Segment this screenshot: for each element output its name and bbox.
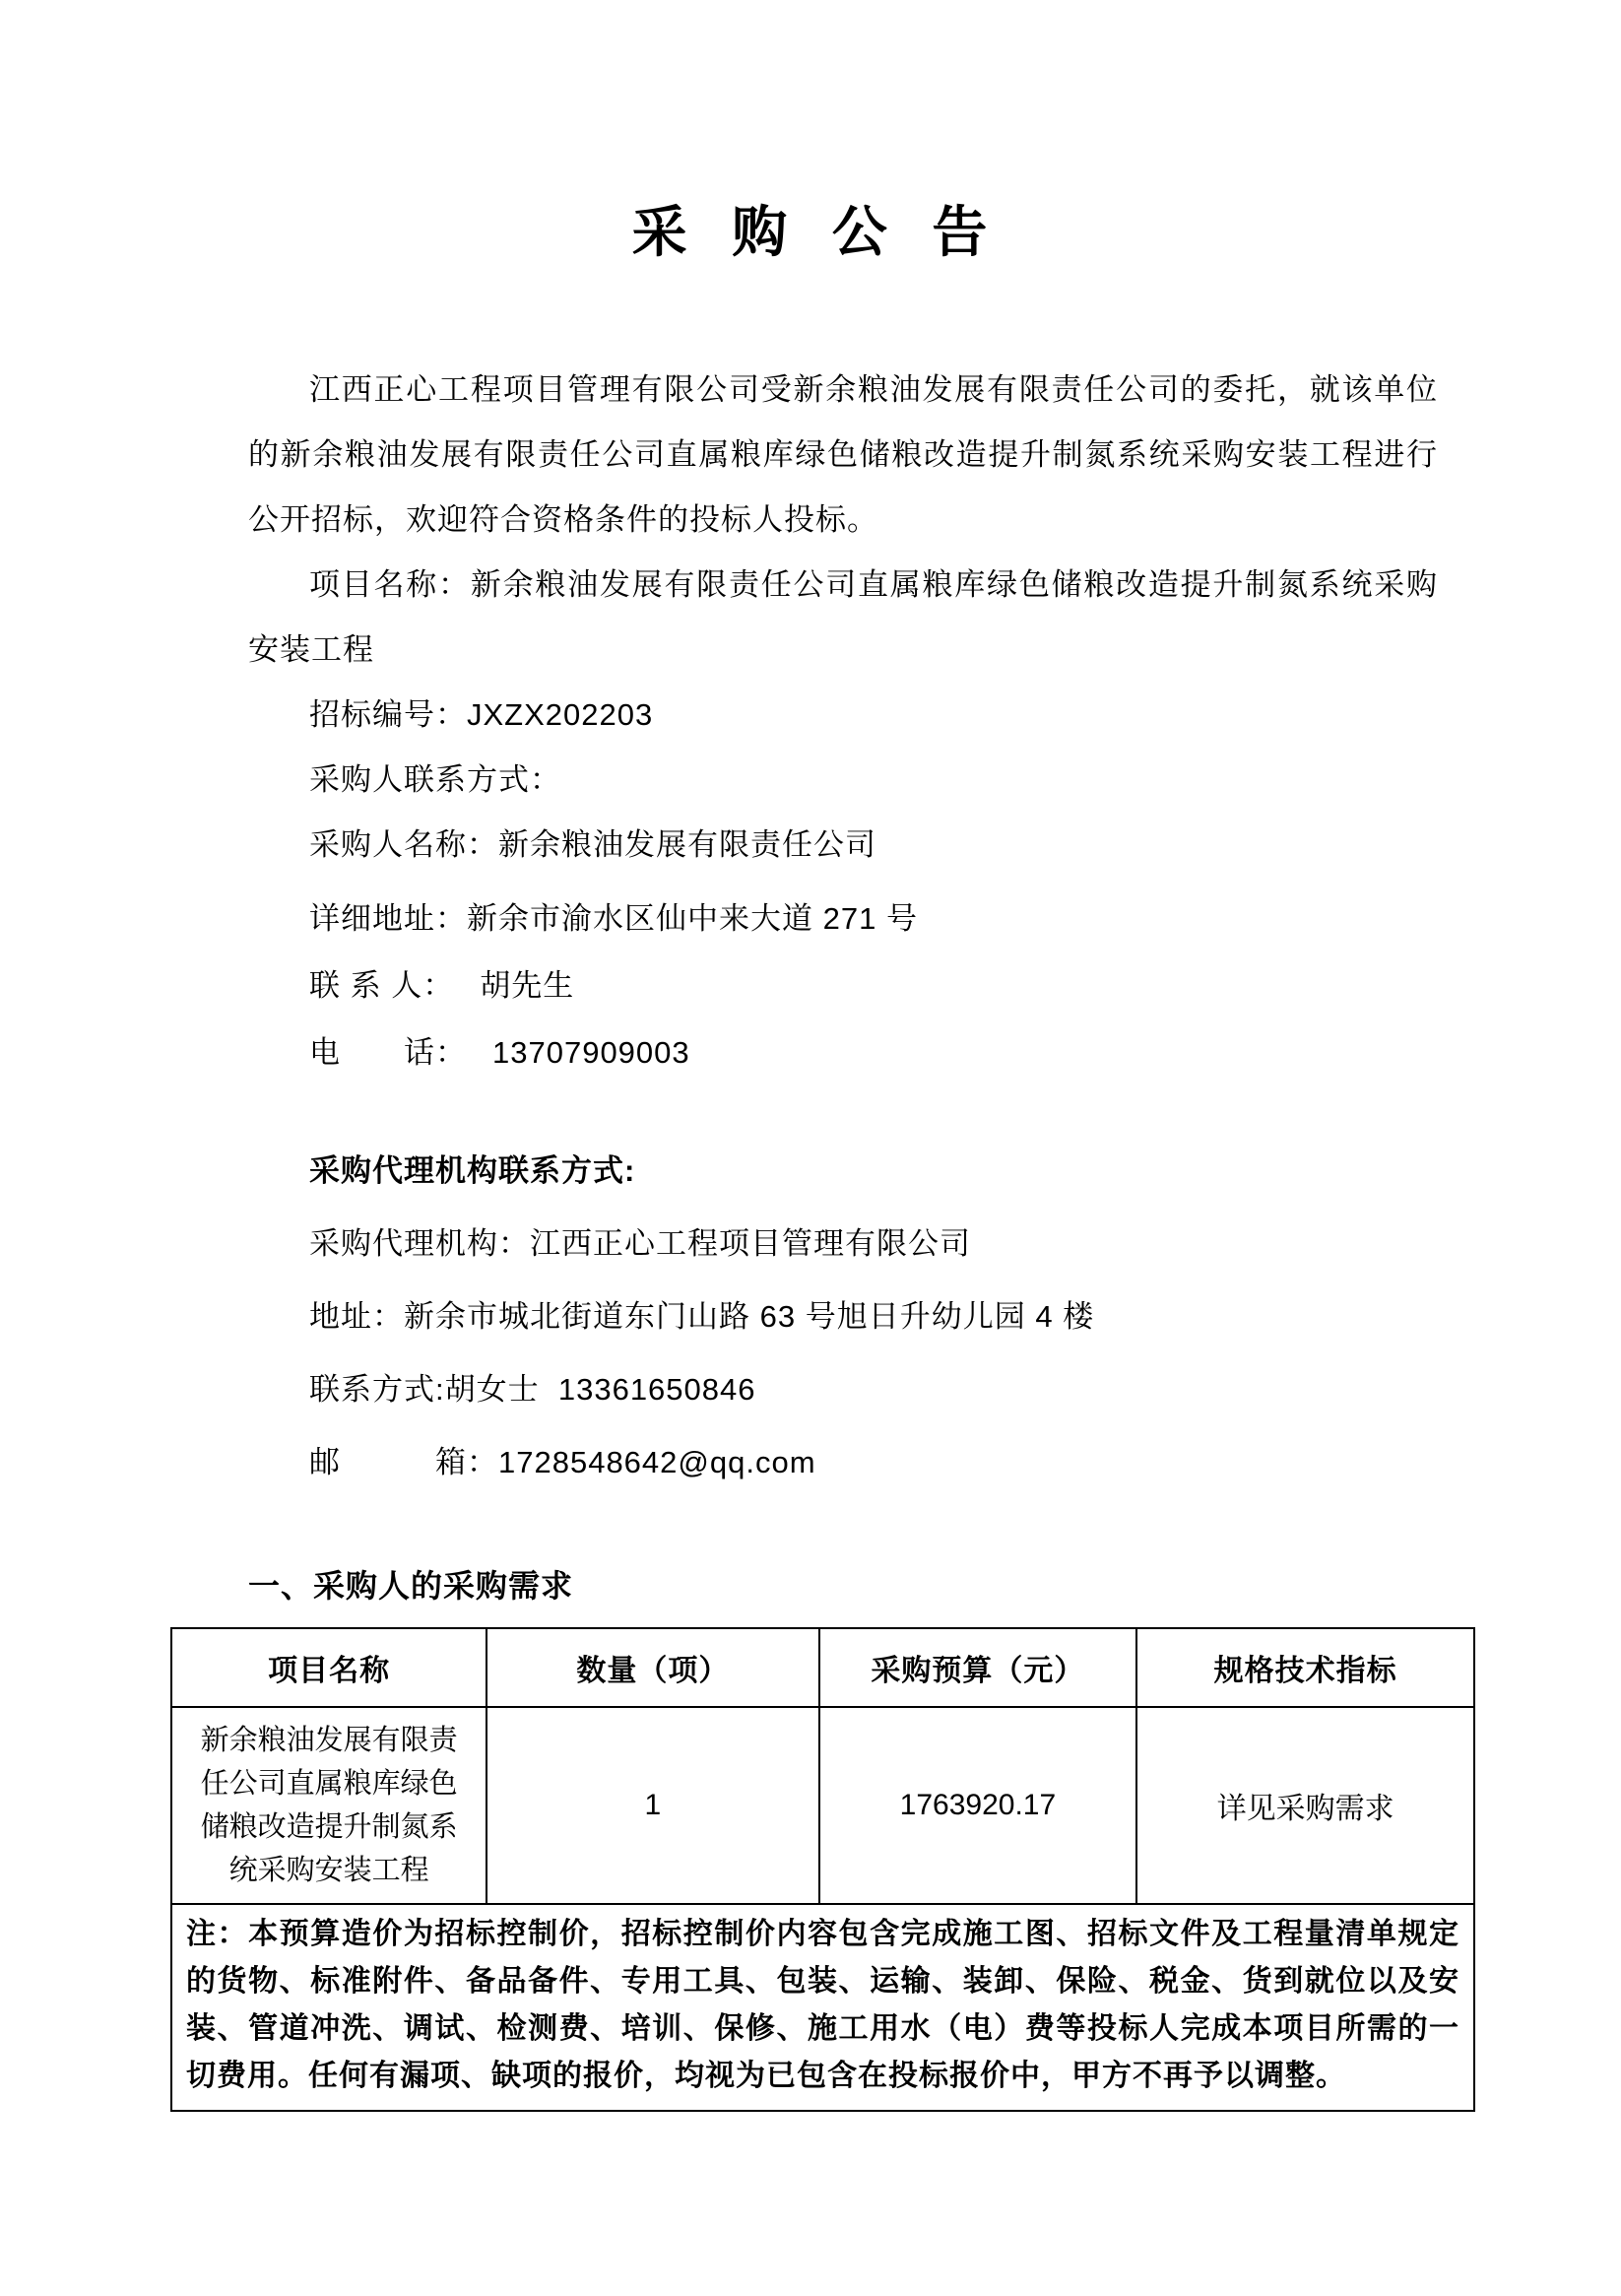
buyer-contact-details	[248, 886, 1438, 1086]
document-body	[248, 358, 1438, 1499]
buyer-person-label: 联 系 人：	[309, 968, 455, 1003]
table-note: 注：本预算造价为招标控制价，招标控制价内容包含完成施工图、招标文件及工程量清单规定的货物、标准附件、备品备件、专用工具、包装、运输、装卸、保险、税金、货到就位以及安装、管道冲洗、调试、检测费、培训、保修、施工用水（电）费等投标人完成本项目所需的一切费用。任何有漏项、缺项的报价，均视为已包含在投标报价中，甲方不再予以调整。	[171, 1904, 1474, 2111]
buyer-address-line	[248, 886, 1438, 952]
agency-address-line	[248, 1280, 1438, 1353]
agency-name-value: 江西正心工程项目管理有限公司	[530, 1226, 971, 1261]
agency-email-line	[248, 1426, 1438, 1499]
buyer-address-value: 新余市渝水区仙中来大道 271 号	[467, 901, 918, 936]
project-name-line: 项目名称：新余粮油发展有限责任公司直属粮库绿色储粮改造提升制氮系统采购安装工程	[248, 567, 1438, 667]
buyer-name-label: 采购人名称：	[309, 827, 498, 862]
agency-name-line	[248, 1208, 1438, 1280]
agency-email-label: 邮 箱：	[309, 1445, 498, 1479]
buyer-phone-label: 电 话：	[309, 1035, 467, 1070]
buyer-person-line	[248, 952, 1438, 1019]
agency-contact-value: 胡女士 13361650846	[444, 1372, 756, 1407]
buyer-address-label: 详细地址：	[309, 901, 467, 936]
tender-no-line	[248, 683, 1438, 748]
agency-contact-block	[248, 1135, 1438, 1499]
cell-project-name: 新余粮油发展有限责任公司直属粮库绿色储粮改造提升制氮系统采购安装工程	[171, 1707, 486, 1904]
tender-no-value: JXZX202203	[467, 697, 654, 732]
agency-name-label: 采购代理机构：	[309, 1226, 530, 1261]
buyer-phone-value: 13707909003	[492, 1035, 690, 1070]
agency-email-value: 1728548642@qq.com	[498, 1445, 816, 1479]
buyer-phone-line	[248, 1019, 1438, 1086]
cell-quantity: 1	[486, 1707, 818, 1904]
document-title: 采 购 公 告	[631, 201, 990, 263]
agency-address-value: 新余市城北街道东门山路 63 号旭日升幼儿园 4 楼	[404, 1299, 1095, 1334]
requirements-table-wrap	[170, 1627, 1475, 2112]
col-header-budget: 采购预算（元）	[819, 1628, 1137, 1707]
intro-paragraph: 江西正心工程项目管理有限公司受新余粮油发展有限责任公司的委托，就该单位的新余粮油发展有限责任公司直属粮库绿色储粮改造提升制氮系统采购安装工程进行公开招标，欢迎符合资格条件的投标人投标。	[248, 372, 1438, 537]
buyer-person-value: 胡先生	[480, 968, 575, 1003]
table-row	[171, 1707, 1474, 1904]
cell-spec: 详见采购需求	[1136, 1707, 1474, 1904]
col-header-project-name: 项目名称	[171, 1628, 486, 1707]
tender-no-label: 招标编号：	[309, 697, 467, 732]
agency-address-label: 地址：	[309, 1299, 404, 1334]
agency-contact-line	[248, 1353, 1438, 1426]
agency-contact-label: 联系方式:	[309, 1372, 445, 1407]
col-header-quantity: 数量（项）	[486, 1628, 818, 1707]
agency-contact-heading: 采购代理机构联系方式:	[309, 1153, 636, 1188]
section1-heading: 一、采购人的采购需求	[248, 1568, 574, 1604]
buyer-name-line	[248, 813, 1438, 878]
table-header-row	[171, 1628, 1474, 1707]
cell-budget: 1763920.17	[819, 1707, 1137, 1904]
requirements-table	[170, 1627, 1475, 2112]
col-header-spec: 规格技术指标	[1136, 1628, 1474, 1707]
table-note-row	[171, 1904, 1474, 2111]
buyer-name-value: 新余粮油发展有限责任公司	[498, 827, 876, 862]
buyer-contact-heading: 采购人联系方式：	[309, 762, 561, 797]
